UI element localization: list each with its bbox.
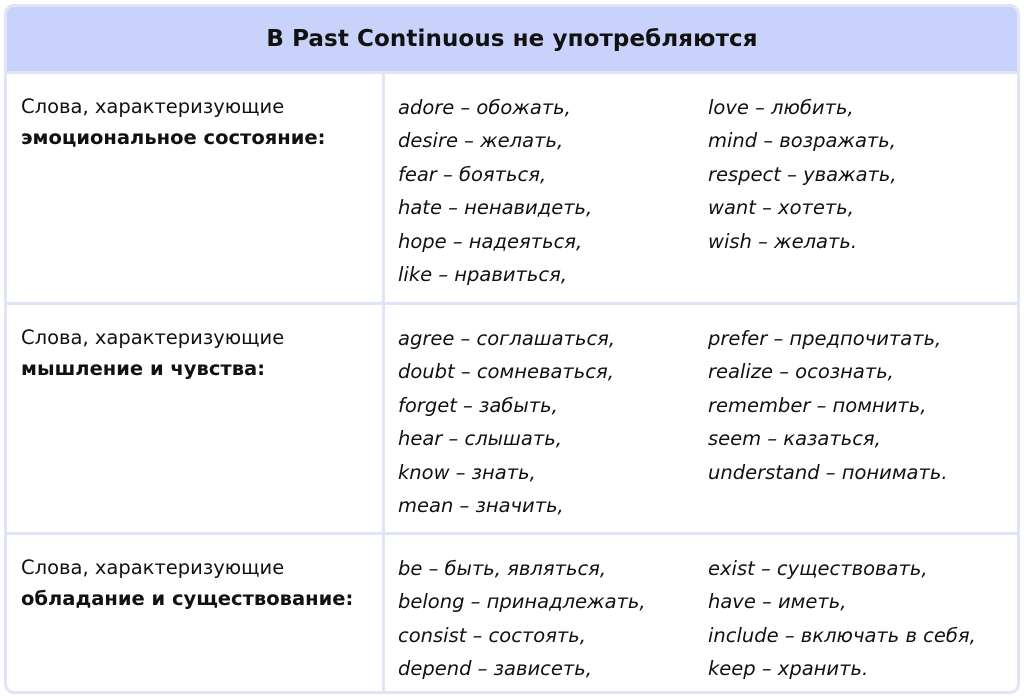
verbs-column-left [398, 552, 646, 686]
verb-item: love – любить, [708, 96, 854, 119]
verb-item: fear – бояться, [398, 162, 547, 186]
table-row-possession [7, 532, 1017, 694]
verb-item: hate – ненавидеть, [398, 196, 593, 220]
category-cell [7, 305, 385, 532]
verbs-table [4, 4, 1020, 694]
verb-item: consist – состоять, [398, 623, 586, 647]
verbs-column-right [708, 552, 976, 686]
verbs-column-right [708, 91, 897, 258]
category-lead: Слова, характеризующие [21, 556, 285, 579]
verb-item: desire – желать, [398, 129, 564, 153]
table-row-thinking [7, 302, 1017, 532]
verbs-column-right [708, 322, 948, 489]
verb-item: like – нравиться, [398, 262, 568, 286]
category-name: эмоциональное состояние: [21, 126, 326, 149]
verb-item: seem – казаться, [708, 427, 881, 451]
verb-item: belong – принадлежать, [398, 590, 646, 614]
verb-item: hope – надеяться, [398, 229, 583, 253]
category-name: мышление и чувства: [21, 357, 265, 380]
verb-item: realize – осознать, [708, 360, 894, 384]
category-lead: Слова, характеризующие [21, 95, 285, 118]
verb-item: know – знать, [398, 460, 536, 484]
verb-item: wish – желать. [708, 229, 858, 253]
category-name: обладание и существование: [21, 587, 354, 610]
verb-item: include – включать в себя, [708, 623, 976, 647]
verb-item: forget – забыть, [398, 393, 558, 417]
verb-item: mean – значить, [398, 493, 564, 517]
verb-item: depend – зависеть, [398, 657, 592, 681]
verb-item: prefer – предпочитать, [708, 327, 942, 350]
category-cell [7, 74, 385, 302]
verb-item: hear – слышать, [398, 427, 562, 451]
verb-item: understand – понимать. [708, 460, 948, 484]
verb-item: keep – хранить. [708, 657, 869, 681]
category-lead: Слова, характеризующие [21, 326, 285, 349]
verb-item: have – иметь, [708, 590, 847, 614]
verb-item: exist – существовать, [708, 557, 928, 580]
verb-item: respect – уважать, [708, 162, 897, 186]
verbs-column-left [398, 91, 592, 291]
verbs-column-left [398, 322, 615, 522]
verb-item: be – быть, являться, [398, 557, 607, 580]
table-row-emotions [7, 71, 1017, 302]
verb-item: want – хотеть, [708, 196, 854, 220]
category-cell [7, 535, 385, 694]
table-title: В Past Continuous не употребляются [7, 7, 1017, 71]
verb-item: remember – помнить, [708, 393, 927, 417]
verb-item: agree – соглашаться, [398, 327, 616, 350]
verb-item: doubt – сомневаться, [398, 360, 614, 384]
verb-item: mind – возражать, [708, 129, 896, 153]
verb-item: adore – обожать, [398, 96, 571, 119]
